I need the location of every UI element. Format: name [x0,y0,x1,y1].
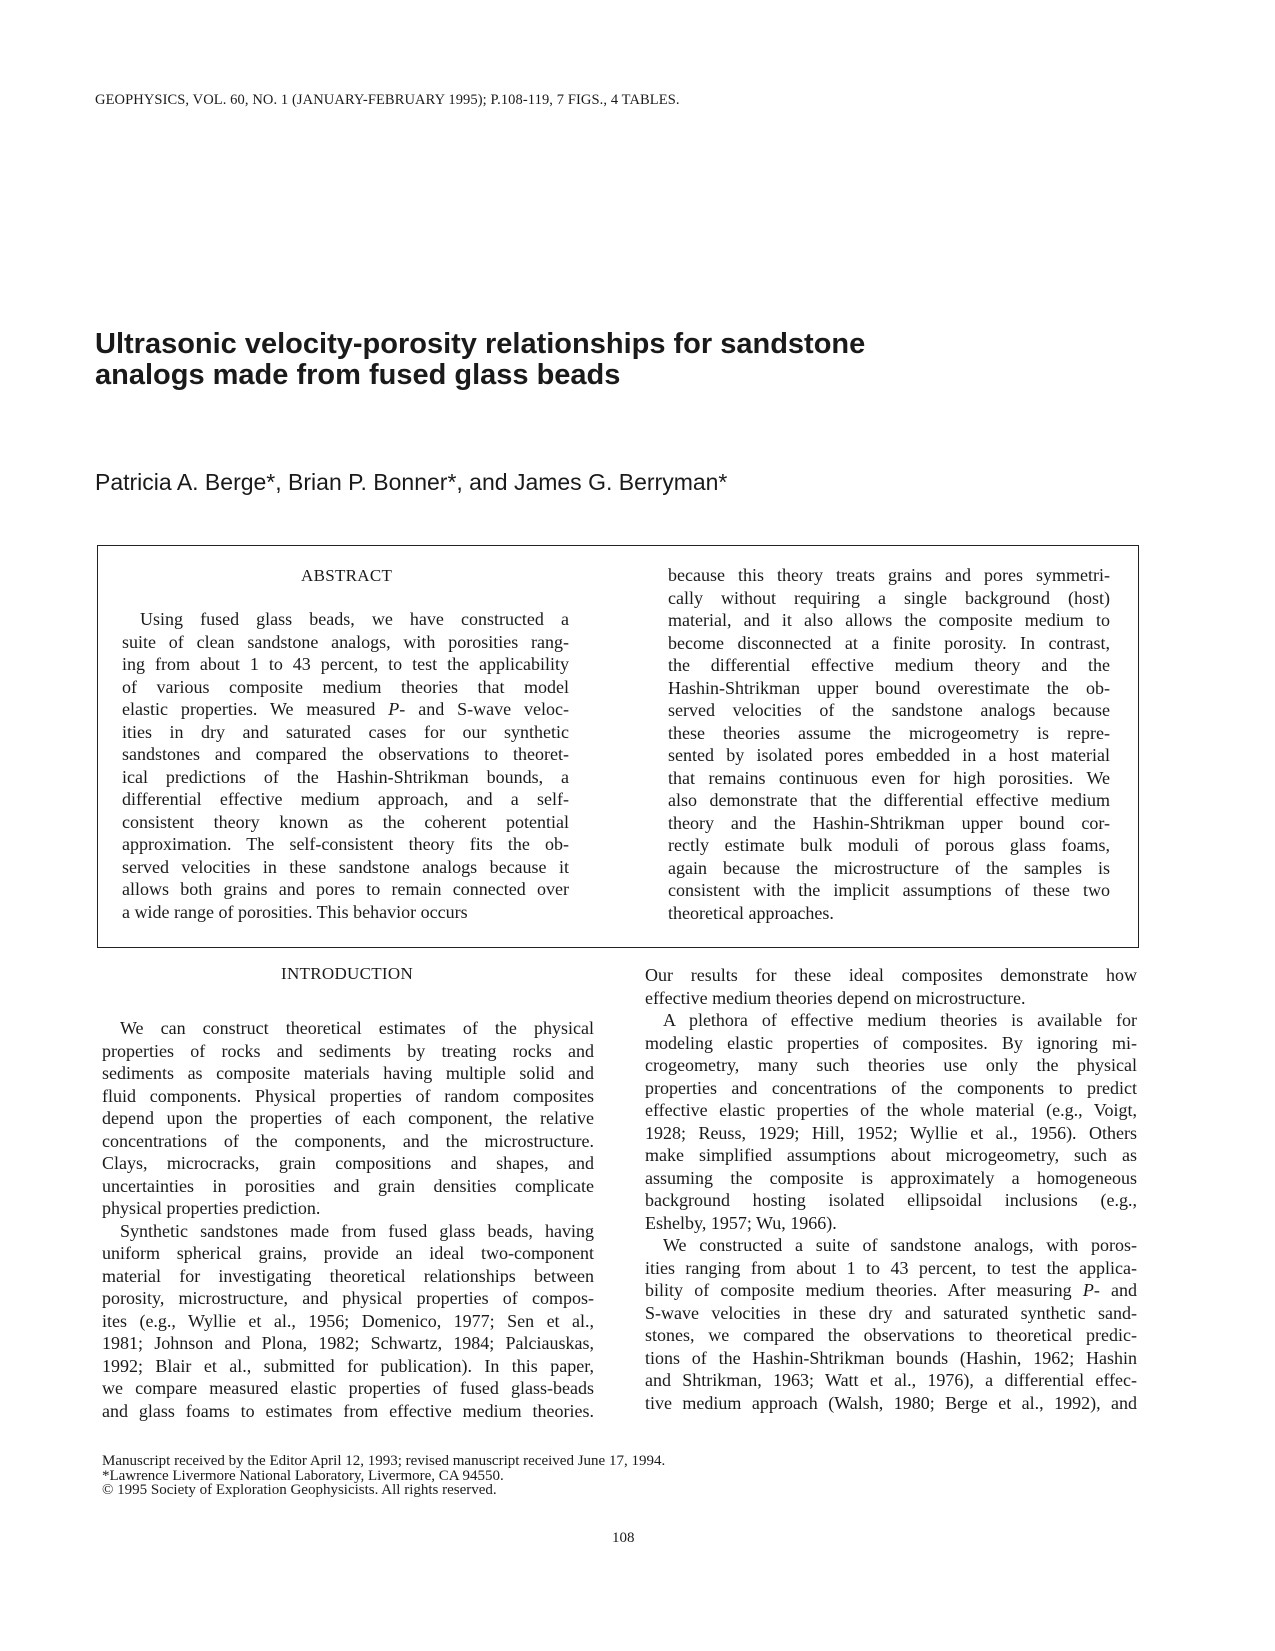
text-line: Our results for these ideal composites demonstrate how [645,965,1137,985]
text-line: assuming the composite is approximately a homogeneous [645,1167,1137,1188]
text-line: make simplified assumptions about microgeometry, such as [645,1145,1137,1165]
text-line: material for investigating theoretical relationships between [102,1265,594,1286]
page-number: 108 [612,1530,635,1546]
abstract-left-column [122,608,569,923]
text-line: the differential effective medium theory and the [668,655,1110,675]
text-line: suite of clean sandstone analogs, with porosities rang- [122,631,569,652]
text-line: Hashin-Shtrikman upper bound overestimate the ob- [668,677,1110,698]
text-line: 1928; Reuss, 1929; Hill, 1952; Wyllie et al., 1956). Others [645,1122,1137,1143]
text-line: cally without requiring a single background (host) [668,587,1110,608]
title-line: analogs made from fused glass beads [95,359,621,391]
text-line: ities ranging from about 1 to 43 percent, to test the applica- [645,1257,1137,1278]
text-line: uniform spherical grains, provide an ideal two-component [102,1243,594,1263]
text-line: sediments as composite materials having multiple solid and [102,1063,594,1083]
text-line: properties of rocks and sediments by treating rocks and [102,1040,594,1061]
text-line: effective medium theories depend on microstructure. [645,987,1026,1008]
text-line: served velocities in these sandstone analogs because it [122,856,569,877]
text-line: sented by isolated pores embedded in a host material [668,745,1110,765]
abstract-heading: ABSTRACT [301,566,393,585]
text-line: effective elastic properties of the whole material (e.g., Voigt, [645,1100,1137,1120]
text-line: depend upon the properties of each component, the relative [102,1108,594,1128]
text-line: ical predictions of the Hashin-Shtrikman bounds, a [122,766,569,787]
text-line: served velocities of the sandstone analogs because [668,700,1110,720]
text-line: and Shtrikman, 1963; Watt et al., 1976), a differential effec- [645,1370,1137,1390]
text-line: material, and it also allows the composite medium to [668,610,1110,630]
text-line: these theories assume the microgeometry is repre- [668,722,1110,743]
text-line: A plethora of effective medium theories is available for [663,1010,1137,1030]
text-line: Synthetic sandstones made from fused glass beads, having [120,1220,594,1241]
text-line: become disconnected at a finite porosity. In contrast, [668,632,1110,653]
text-line: theory and the Hashin-Shtrikman upper bound cor- [668,812,1110,833]
text-line: concentrations of the components, and the microstructure. [102,1130,594,1151]
text-line: 1981; Johnson and Plona, 1982; Schwartz, 1984; Palciauskas, [102,1333,594,1353]
text-line: Clays, microcracks, grain compositions and shapes, and [102,1153,594,1173]
footnotes [102,1454,665,1498]
text-line: allows both grains and pores to remain connected over [122,879,569,899]
title-line: Ultrasonic velocity-porosity relationships for sandstone [95,328,866,360]
introduction-heading: INTRODUCTION [281,964,414,983]
footnote-affiliation: *Lawrence Livermore National Laboratory, Livermore, CA 94550. [102,1467,504,1484]
text-line: elastic properties. We measured P- and S-wave veloc- [122,699,569,719]
text-line: rectly estimate bulk moduli of porous glass foams, [668,835,1110,855]
text-line: modeling elastic properties of composites. By ignoring mi- [645,1032,1137,1053]
text-line: consistent with the implicit assumptions of these two [668,880,1110,900]
text-line: We constructed a suite of sandstone analogs, with poros- [663,1235,1137,1255]
text-line: again because the microstructure of the samples is [668,857,1110,878]
text-line: Eshelby, 1957; Wu, 1966). [645,1212,837,1233]
text-line: properties and concentrations of the components to predict [645,1077,1137,1098]
text-line: theoretical approaches. [668,902,834,923]
text-line: a wide range of porosities. This behavior occurs [122,901,468,922]
text-line: background hosting isolated ellipsoidal inclusions (e.g., [645,1190,1137,1210]
text-line: S-wave velocities in these dry and saturated synthetic sand- [645,1302,1137,1323]
text-line: and glass foams to estimates from effective medium theories. [102,1400,594,1421]
text-line: tions of the Hashin-Shtrikman bounds (Hashin, 1962; Hashin [645,1347,1137,1368]
abstract-right-column [668,564,1110,924]
text-line: porosity, microstructure, and physical properties of compos- [102,1288,594,1308]
text-line: differential effective medium approach, and a self- [122,789,569,809]
author-list: Patricia A. Berge*, Brian P. Bonner*, and James G. Berryman* [95,469,728,495]
text-line: sandstones and compared the observations to theoret- [122,744,569,764]
text-line: of various composite medium theories that model [122,676,569,697]
text-line: ites (e.g., Wyllie et al., 1956; Domenico, 1977; Sen et al., [102,1310,594,1331]
article-title [95,329,975,391]
text-line: physical properties prediction. [102,1198,321,1218]
text-line: stones, we compared the observations to theoretical predic- [645,1325,1137,1345]
text-line: fluid components. Physical properties of random composites [102,1085,594,1106]
text-line: consistent theory known as the coherent potential [122,811,569,832]
introduction-right-column [645,964,1137,1414]
running-head: GEOPHYSICS, VOL. 60, NO. 1 (JANUARY-FEBRUARY 1995); P.108-119, 7 FIGS., 4 TABLES. [95,92,680,108]
text-line: tive medium approach (Walsh, 1980; Berge et al., 1992), and [645,1392,1137,1413]
footnote-copyright: © 1995 Society of Exploration Geophysicists. All rights reserved. [102,1482,497,1498]
text-line: that remains continuous even for high porosities. We [668,767,1110,788]
text-line: Using fused glass beads, we have constructed a [140,609,569,629]
text-line: we compare measured elastic properties of fused glass-beads [102,1378,594,1398]
text-line: bility of composite medium theories. After measuring P- and [645,1280,1138,1300]
text-line: 1992; Blair et al., submitted for publication). In this paper, [102,1355,594,1376]
introduction-left-column [102,1017,594,1422]
text-line: approximation. The self-consistent theory fits the ob- [122,834,569,854]
text-line: We can construct theoretical estimates of the physical [120,1018,594,1038]
text-line: because this theory treats grains and pores symmetri- [668,565,1110,585]
footnote-manuscript: Manuscript received by the Editor April 12, 1993; revised manuscript received June 17, 1994. [102,1453,666,1469]
text-line: ities in dry and saturated cases for our synthetic [122,721,569,742]
text-line: uncertainties in porosities and grain densities complicate [102,1175,594,1196]
text-line: crogeometry, many such theories use only the physical [645,1055,1137,1075]
text-line: ing from about 1 to 43 percent, to test the applicability [122,654,569,674]
text-line: also demonstrate that the differential effective medium [668,790,1110,810]
